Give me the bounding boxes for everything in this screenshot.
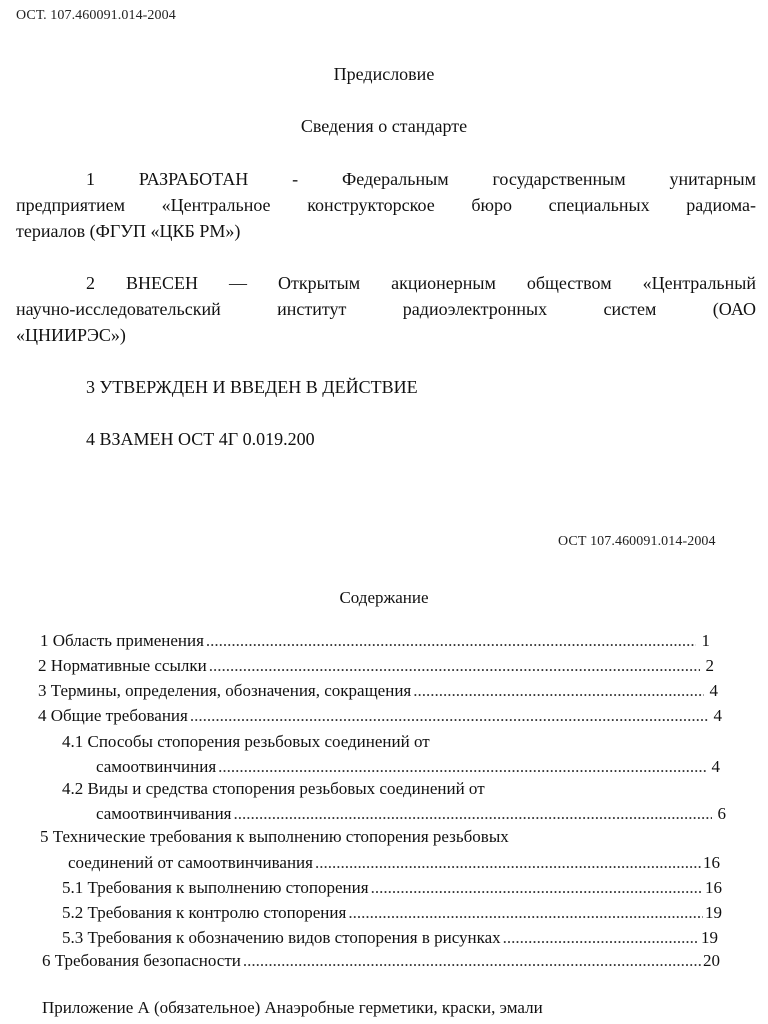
foreword-item-1-line-2: предприятием «Центральное конструкторское бюро специальных радиома- xyxy=(16,195,756,215)
toc-entry[interactable] xyxy=(68,852,720,874)
toc-appendix-a[interactable]: Приложение А (обязательное) Анаэробные герметики, краски, эмали xyxy=(42,998,543,1017)
foreword-item-1-line-1: 1 РАЗРАБОТАН - Федеральным государственным унитарным xyxy=(86,169,756,189)
toc-entry-label: 5.1 Требования к выполнению стопорения xyxy=(62,878,369,897)
toc-entry-page: 16 xyxy=(703,853,720,872)
foreword-item-4: 4 ВЗАМЕН ОСТ 4Г 0.019.200 xyxy=(86,429,315,449)
toc-entry-label: 1 Область применения xyxy=(40,631,204,650)
toc-entry[interactable] xyxy=(62,877,722,899)
toc-entry-label: самоотвинчивания xyxy=(96,804,232,823)
foreword-item-3: 3 УТВЕРЖДЕН И ВВЕДЕН В ДЕЙСТВИЕ xyxy=(86,377,418,397)
toc-entry-label: 5.2 Требования к контролю стопорения xyxy=(62,903,347,922)
toc-leader-dots xyxy=(243,950,701,972)
toc-leader-dots xyxy=(218,756,706,778)
toc-entry-label[interactable]: 4.1 Способы стопорения резьбовых соединений от xyxy=(62,732,430,751)
toc-leader-dots xyxy=(209,655,700,677)
toc-leader-dots xyxy=(315,852,701,874)
toc-entry-page: 19 xyxy=(701,928,718,947)
toc-entry[interactable] xyxy=(38,705,722,727)
toc-entry[interactable] xyxy=(42,950,720,972)
toc-entry-label: 6 Требования безопасности xyxy=(42,951,241,970)
toc-entry[interactable] xyxy=(40,630,710,652)
toc-entry[interactable] xyxy=(96,756,720,778)
toc-entry-page: 19 xyxy=(705,903,722,922)
toc-entry-page: 4 xyxy=(709,681,718,700)
foreword-item-2-line-2: научно-исследовательский институт радиоэлектронных систем (ОАО xyxy=(16,299,756,319)
toc-leader-dots xyxy=(503,927,699,949)
toc-entry[interactable] xyxy=(62,902,722,924)
toc-entry-page: 6 xyxy=(717,804,726,823)
toc-entry-label: самоотвинчиния xyxy=(96,757,217,776)
foreword-item-1-line-3: териалов (ФГУП «ЦКБ РМ») xyxy=(16,221,241,241)
toc-entry[interactable] xyxy=(96,803,726,825)
toc-leader-dots xyxy=(413,680,704,702)
toc-title: Содержание xyxy=(339,588,429,607)
toc-leader-dots xyxy=(234,803,713,825)
toc-entry-label[interactable]: 5 Технические требования к выполнению стопорения резьбовых xyxy=(40,827,509,846)
toc-entry-label: 5.3 Требования к обозначению видов стопорения в рисунках xyxy=(62,928,501,947)
foreword-item-1 xyxy=(16,166,756,244)
toc-leader-dots xyxy=(190,705,708,727)
toc-entry-page: 1 xyxy=(701,631,710,650)
toc-entry-label: 2 Нормативные ссылки xyxy=(38,656,207,675)
toc-leader-dots xyxy=(371,877,703,899)
toc-entry-page: 4 xyxy=(711,757,720,776)
foreword-item-2-line-3: «ЦНИИРЭС») xyxy=(16,325,126,345)
toc-entry-label: соединений от самоотвинчивания xyxy=(68,853,313,872)
toc-entry-label[interactable]: 4.2 Виды и средства стопорения резьбовых соединений от xyxy=(62,779,485,798)
foreword-item-2-line-1: 2 ВНЕСЕН — Открытым акционерным обществом «Центральный xyxy=(86,273,756,293)
toc-entry-page: 4 xyxy=(713,706,722,725)
toc-entry-page: 2 xyxy=(705,656,714,675)
document-code-header: ОСТ. 107.460091.014-2004 xyxy=(16,8,176,23)
document-code-page-2: ОСТ 107.460091.014-2004 xyxy=(558,534,716,549)
toc-leader-dots xyxy=(348,902,703,924)
toc-entry-page: 20 xyxy=(703,951,720,970)
toc-leader-dots xyxy=(206,630,696,652)
foreword-item-2 xyxy=(16,270,756,348)
toc-entry[interactable] xyxy=(38,655,714,677)
toc-entry-page: 16 xyxy=(705,878,722,897)
foreword-title: Предисловие xyxy=(333,64,435,84)
toc-entry-label: 3 Термины, определения, обозначения, сокращения xyxy=(38,681,412,700)
toc-entry[interactable] xyxy=(38,680,718,702)
foreword-subtitle: Сведения о стандарте xyxy=(300,116,468,136)
toc-entry-label: 4 Общие требования xyxy=(38,706,188,725)
toc-entry[interactable] xyxy=(62,927,718,949)
